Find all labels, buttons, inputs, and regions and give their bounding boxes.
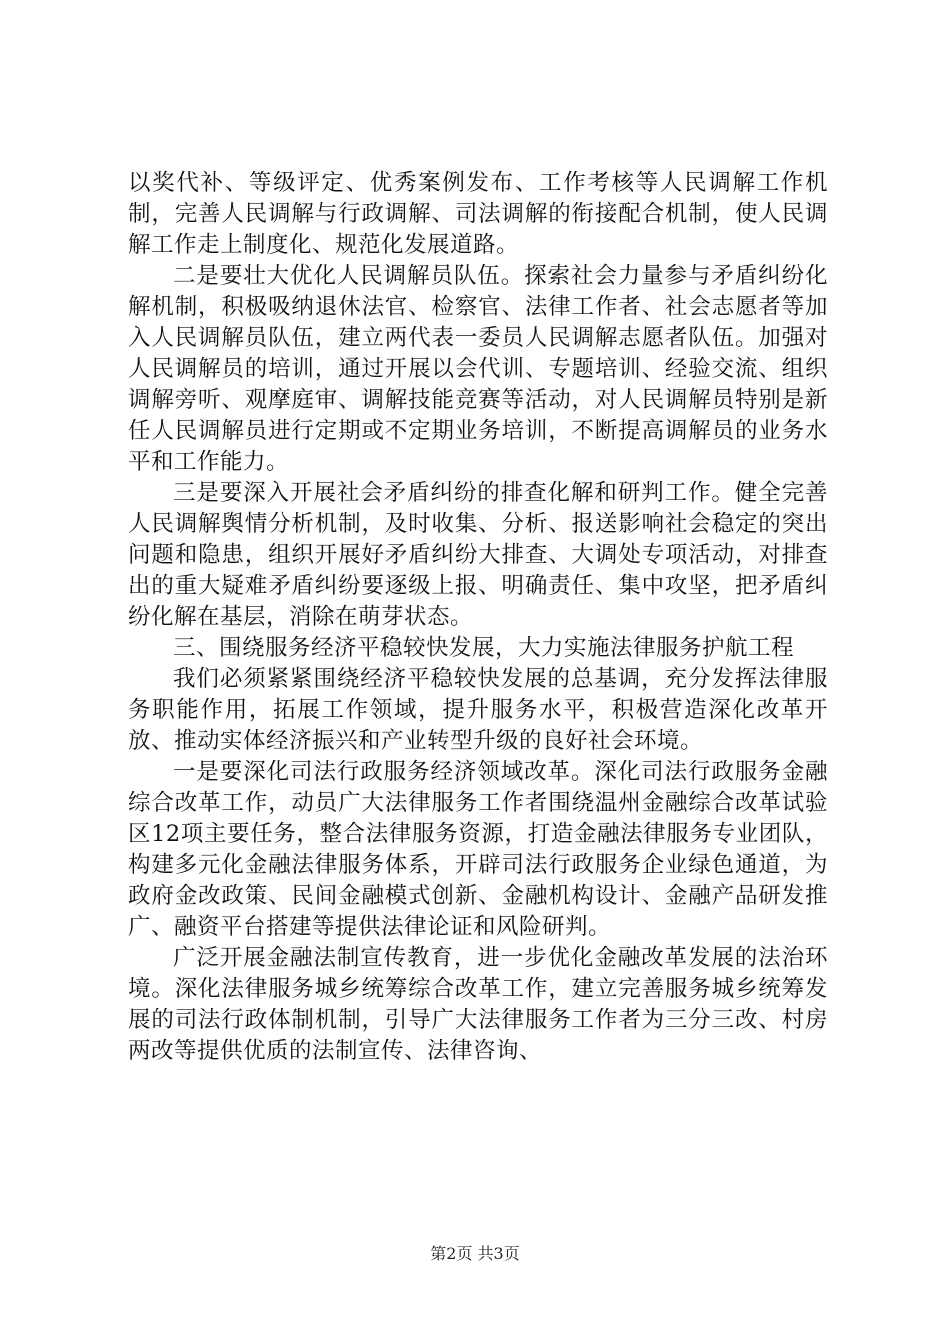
page-footer: 第2页 共3页 <box>430 1244 520 1263</box>
paragraph-economic-development: 我们必须紧紧围绕经济平稳较快发展的总基调，充分发挥法律服务职能作用，拓展工作领域，提升服务水平，积极营造深化改革开放、推动实体经济振兴和产业转型升级的良好社会环境。 <box>128 666 828 754</box>
section-heading: 三、围绕服务经济平稳较快发展，大力实施法律服务护航工程 <box>173 635 795 661</box>
paragraph-financial-education: 广泛开展金融法制宣传教育，进一步优化金融改革发展的法治环境。深化法律服务城乡统筹综合改革工作，建立完善服务城乡统筹发展的司法行政体制机制，引导广大法律服务工作者为三分三改、村房两改等提供优质的法制宣传、法律咨询、 <box>128 945 828 1064</box>
paragraph-mediator-team: 二是要壮大优化人民调解员队伍。探索社会力量参与矛盾纠纷化解机制，积极吸纳退休法官、检察官、法律工作者、社会志愿者等加入人民调解员队伍，建立两代表一委员人民调解志愿者队伍。加强对人民调解员的培训，通过开展以会代训、专题培训、经验交流、组织调解旁听、观摩庭审、调解技能竞赛等活动，对人民调解员特别是新任人民调解员进行定期或不定期业务培训，不断提高调解员的业务水平和工作能力。 <box>128 263 828 475</box>
paragraph-continuation: 以奖代补、等级评定、优秀案例发布、工作考核等人民调解工作机制，完善人民调解与行政调解、司法调解的衔接配合机制，使人民调解工作走上制度化、规范化发展道路。 <box>128 170 828 258</box>
paragraph-judicial-reform: 一是要深化司法行政服务经济领域改革。深化司法行政服务金融综合改革工作，动员广大法律服务工作者围绕温州金融综合改革试验区12项主要任务，整合法律服务资源，打造金融法律服务专业团队，构建多元化金融法律服务体系，开辟司法行政服务企业绿色通道，为政府金改政策、民间金融模式创新、金融机构设计、金融产品研发推广、融资平台搭建等提供法律论证和风险研判。 <box>128 759 828 940</box>
paragraph-dispute-screening: 三是要深入开展社会矛盾纠纷的排查化解和研判工作。健全完善人民调解舆情分析机制，及时收集、分析、报送影响社会稳定的突出问题和隐患，组织开展好矛盾纠纷大排查、大调处专项活动，对排查出的重大疑难矛盾纠纷要逐级上报、明确责任、集中攻坚，把矛盾纠纷化解在基层，消除在萌芽状态。 <box>128 480 828 630</box>
document-body <box>128 168 828 1067</box>
